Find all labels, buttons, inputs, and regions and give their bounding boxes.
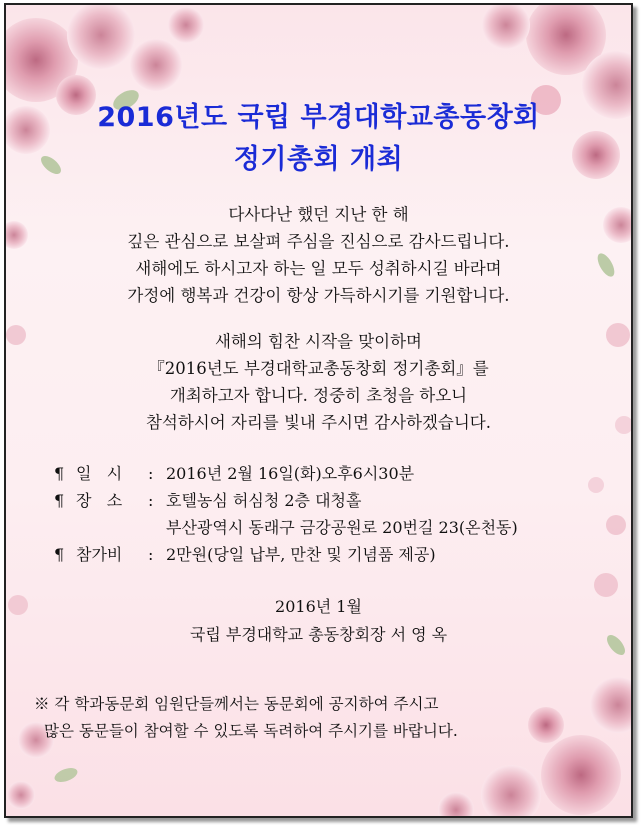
signature-sender: 국립 부경대학교 총동창회장 서 영 옥 (189, 625, 448, 644)
invitation-line: 참석하시어 자리를 빛내 주시면 감사하겠습니다. (145, 413, 491, 432)
greeting-line: 깊은 관심으로 보살펴 주심을 진심으로 감사드립니다. (127, 232, 510, 251)
invitation-line: 개최하고자 합니다. 정중히 초청을 하오니 (169, 386, 468, 405)
colon: : (148, 491, 154, 510)
greeting-line: 새해에도 하시고자 하는 일 모두 성취하시길 바라며 (135, 259, 502, 278)
fee-value: 2만원(당일 납부, 만찬 및 기념품 제공) (166, 545, 436, 564)
place-label: 장 소 (76, 491, 123, 510)
greeting-paragraph (6, 201, 631, 309)
invitation-paragraph (6, 328, 631, 436)
pilcrow-icon: ¶ (54, 464, 65, 483)
invitation-line: 새해의 힘찬 시작을 맞이하며 (214, 332, 422, 351)
place-value: 호텔농심 허심청 2층 대청홀 (166, 491, 362, 510)
date-value: 2016년 2월 16일(화)오후6시30분 (166, 464, 415, 483)
pilcrow-icon: ¶ (54, 545, 65, 564)
greeting-line: 다사다난 했던 지난 한 해 (228, 205, 409, 224)
footnote (34, 691, 458, 745)
signature-block (6, 593, 631, 649)
footnote-line: ※ 각 학과동문회 임원단들께서는 동문회에 공지하여 주시고 (34, 695, 439, 713)
colon: : (148, 545, 154, 564)
pilcrow-icon: ¶ (54, 491, 65, 510)
page-subtitle: 정기총회 개최 (233, 144, 404, 175)
footnote-line: 많은 동문들이 참여할 수 있도록 독려하여 주시기를 바랍니다. (44, 722, 458, 740)
place-address: 부산광역시 동래구 금강공원로 20번길 23(온천동) (166, 518, 518, 537)
greeting-line: 가정에 행복과 건강이 항상 가득하시기를 기원합니다. (127, 286, 510, 305)
colon: : (148, 464, 154, 483)
invitation-line: 『2016년도 부경대학교총동창회 정기총회』를 (148, 359, 489, 378)
signature-date: 2016년 1월 (275, 597, 362, 616)
invitation-card (4, 3, 633, 818)
fee-label: 참가비 (76, 545, 123, 564)
page-title: 2016년도 국립 부경대학교총동창회 (97, 102, 540, 133)
date-label: 일 시 (76, 464, 123, 483)
